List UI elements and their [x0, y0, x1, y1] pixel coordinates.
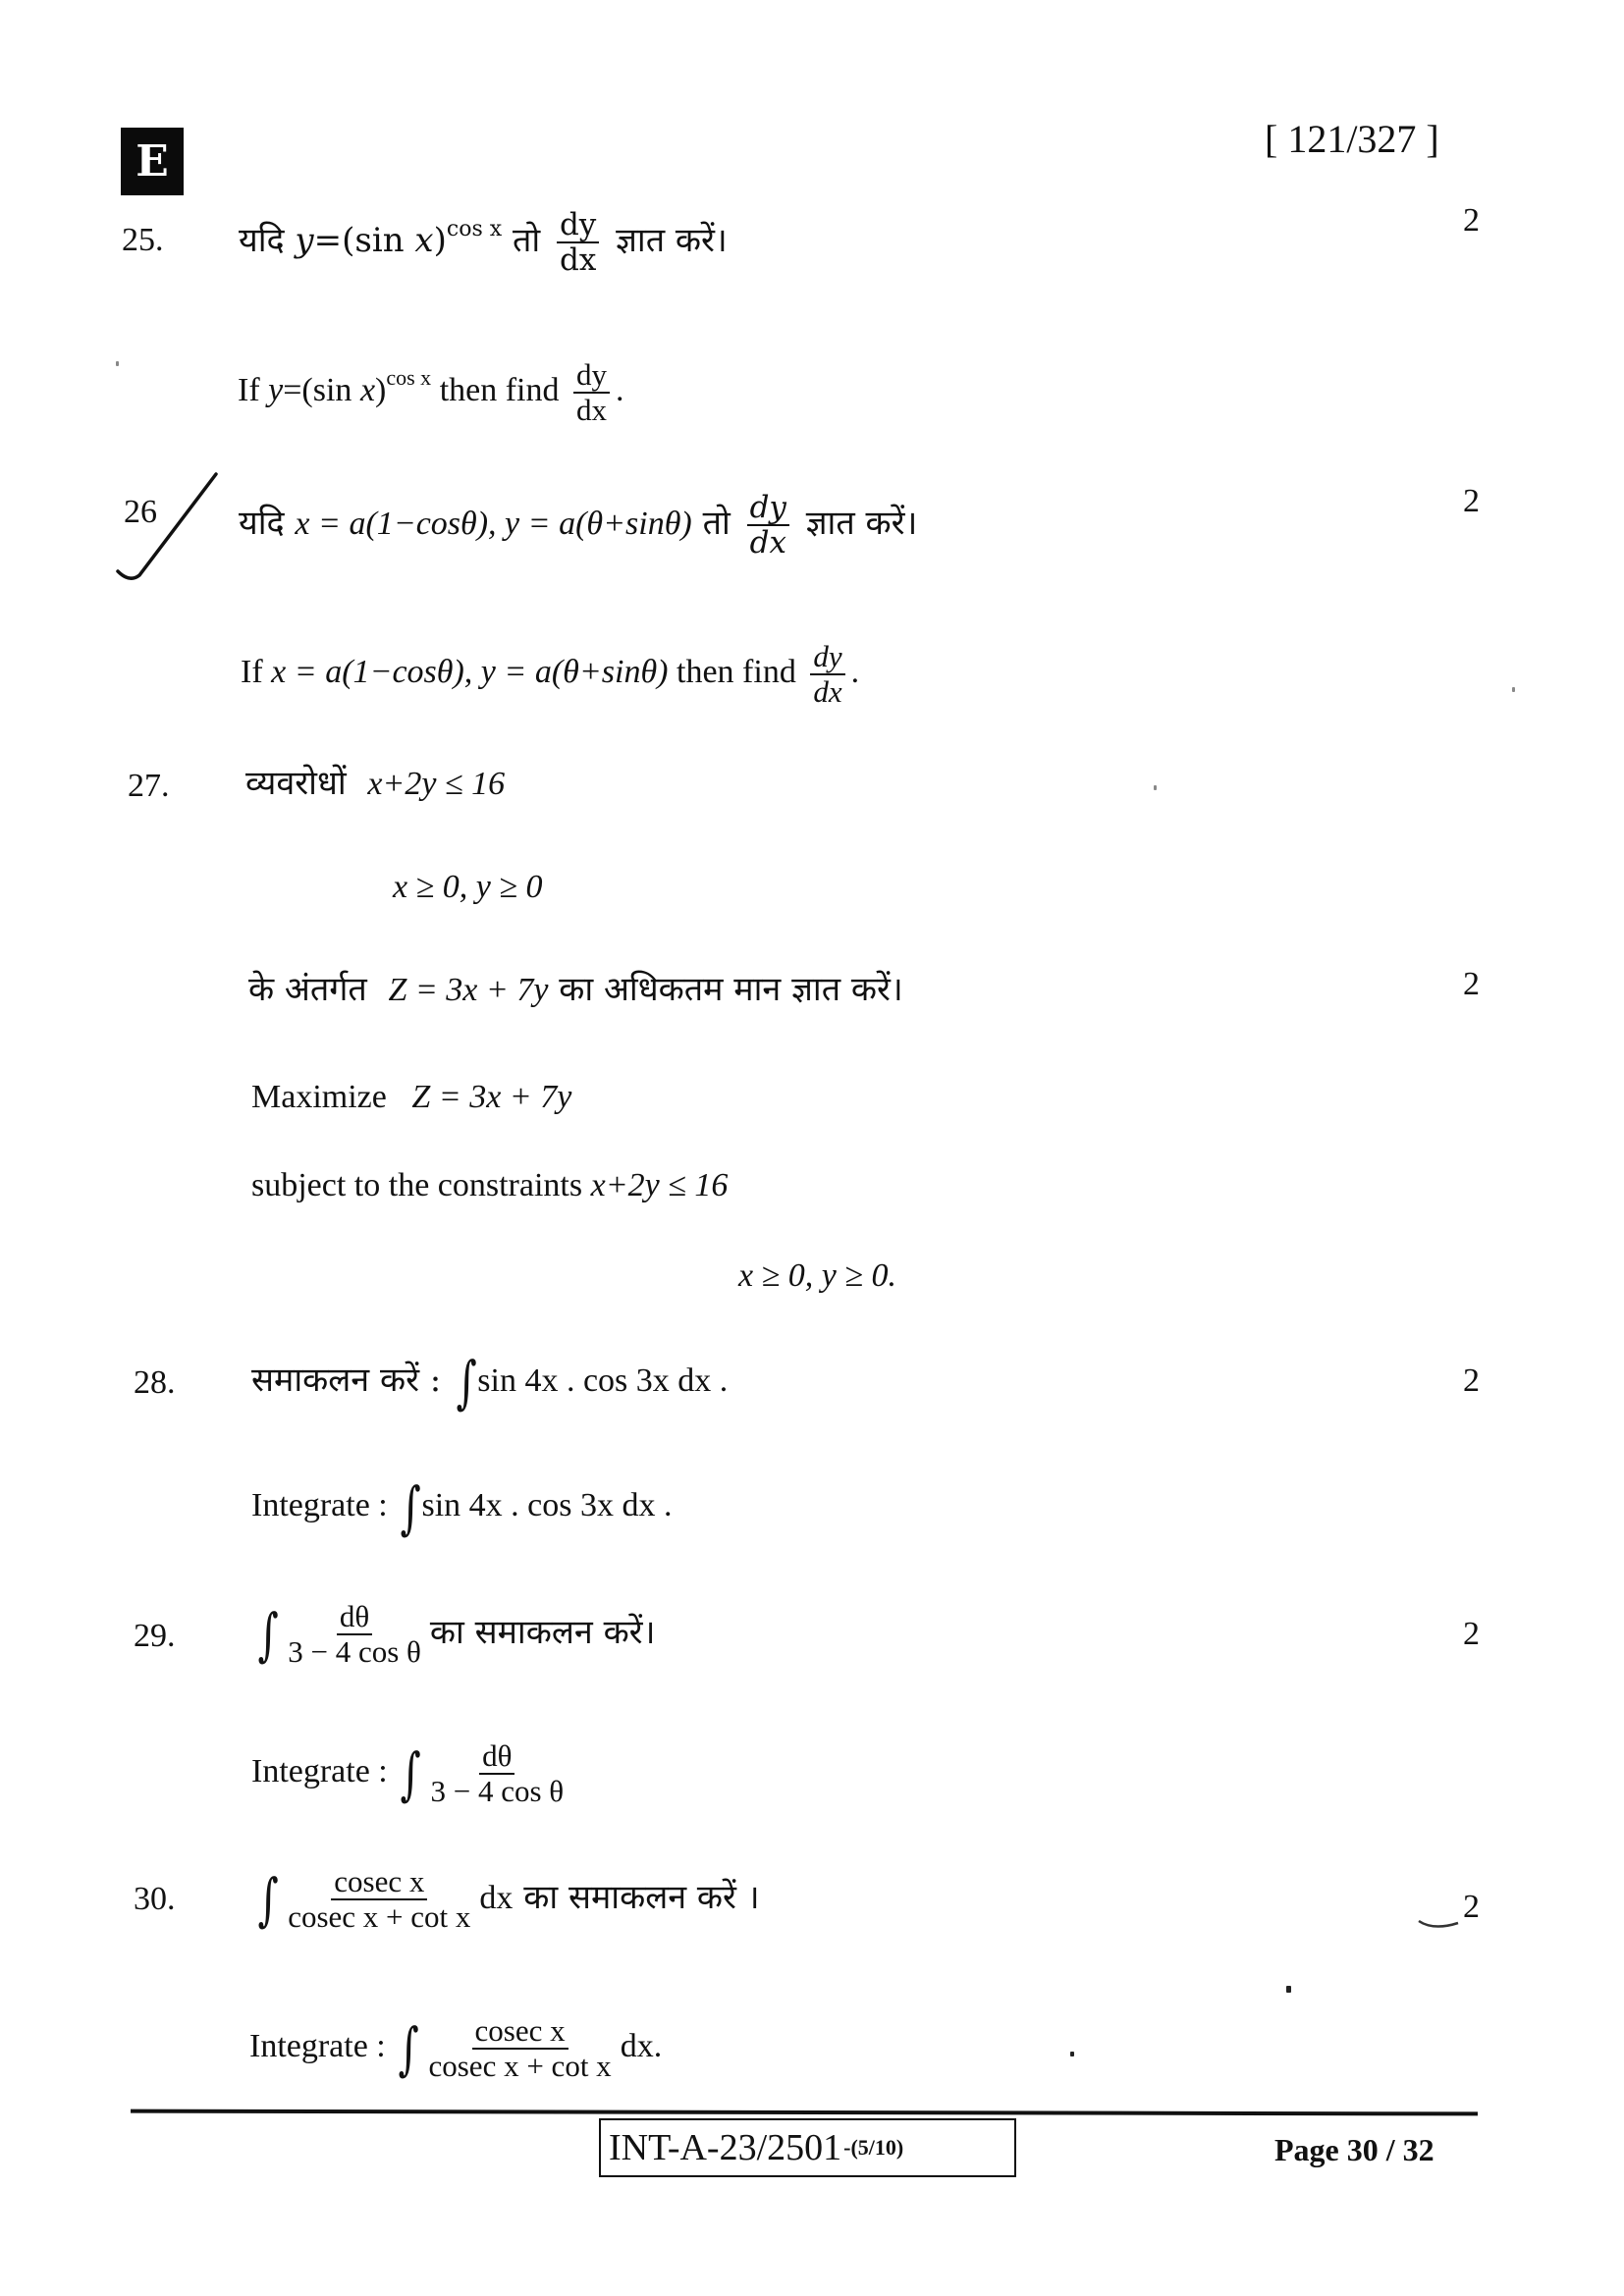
math-expr: Z = 3x + 7y: [388, 972, 549, 1008]
question-number: 28.: [134, 1364, 176, 1401]
fraction: [573, 358, 610, 427]
math-expr: sin 4x . cos 3x dx .: [421, 1487, 673, 1523]
constraint-line-english: [251, 1166, 728, 1205]
english-word: then find: [439, 371, 560, 408]
marks: 2: [1463, 966, 1480, 1002]
handwritten-check-mark-icon: [108, 469, 226, 587]
punctuation: .: [850, 653, 860, 690]
math-expr: x = a(1−cosθ), y = a(θ+sinθ): [295, 506, 692, 542]
math-var: x: [359, 371, 376, 408]
fraction-numerator: cosec x: [472, 2014, 568, 2050]
question-number: 27.: [128, 768, 170, 804]
math-expr: x = a(1−cosθ), y = a(θ+sinθ): [271, 653, 669, 690]
integral-sign-icon: ∫: [398, 2015, 419, 2082]
punctuation: .: [616, 371, 624, 408]
fraction: [425, 2014, 614, 2083]
math-expr: sin 4x . cos 3x dx .: [477, 1362, 729, 1399]
fraction: [557, 208, 599, 277]
marks: 2: [1463, 1616, 1480, 1652]
question-number: 26: [124, 494, 157, 530]
question-text-english: [251, 1739, 572, 1808]
english-word: Integrate :: [251, 1752, 388, 1789]
question-text-english: [249, 2014, 662, 2083]
integral-sign-icon: ∫: [257, 1601, 279, 1668]
set-code-label: E: [135, 136, 169, 187]
hindi-word: समाकलन करें :: [251, 1361, 442, 1400]
question-text-hindi: [239, 208, 728, 277]
punctuation: .: [653, 2027, 663, 2064]
fraction-numerator: dy: [557, 208, 599, 243]
hindi-word: का अधिकतम मान ज्ञात करें।: [559, 970, 903, 1009]
question-text-hindi: [253, 1600, 655, 1669]
question-number: 29.: [134, 1618, 176, 1654]
question-number: 25.: [122, 222, 164, 258]
scan-speck: [116, 361, 119, 366]
hindi-word: व्यवरोधों: [245, 764, 347, 803]
marks: 2: [1463, 1362, 1480, 1399]
nonnegativity-constraint: x ≥ 0, y ≥ 0.: [738, 1257, 897, 1294]
english-word: then find: [677, 653, 796, 690]
fraction-numerator: dθ: [337, 1600, 372, 1635]
hindi-word: तो: [512, 221, 541, 260]
scan-speck: [1512, 687, 1515, 692]
question-number: 30.: [134, 1881, 176, 1917]
hindi-word: यदि: [239, 504, 285, 543]
objective-line-english: [251, 1078, 571, 1117]
integral-sign-icon: ∫: [400, 1740, 421, 1807]
english-word: If: [238, 371, 260, 408]
math-expr: x+2y ≤ 16: [367, 766, 506, 802]
page-number: Page 30 / 32: [1274, 2132, 1435, 2167]
math-expr: =(sin: [283, 371, 352, 408]
math-expr: dx: [620, 2027, 654, 2064]
integral-sign-icon: ∫: [257, 1866, 279, 1933]
fraction-numerator: dy: [573, 358, 610, 394]
math-var: y: [268, 371, 284, 408]
math-superscript: cos x: [386, 364, 432, 390]
english-word: Integrate :: [251, 1487, 388, 1523]
integral-sign-icon: ∫: [400, 1474, 421, 1542]
hindi-word: ज्ञात करें।: [805, 504, 918, 543]
question-text-english: [251, 1474, 673, 1542]
scan-speck: [1070, 2052, 1074, 2056]
fraction-numerator: dy: [810, 640, 844, 675]
math-expr: =(sin: [313, 221, 405, 260]
marks: 2: [1463, 483, 1480, 519]
marks: 2: [1463, 1889, 1480, 1925]
fraction-denominator: 3 − 4 cos θ: [430, 1774, 565, 1808]
math-var: x: [414, 221, 434, 260]
question-text-hindi: [239, 491, 917, 560]
math-var: y: [295, 221, 314, 260]
fraction-denominator: 3 − 4 cos θ: [288, 1634, 421, 1669]
math-expr: x+2y ≤ 16: [590, 1167, 729, 1203]
fraction-numerator: dy: [747, 491, 789, 526]
nonnegativity-constraint: x ≥ 0, y ≥ 0: [393, 869, 543, 905]
fraction-denominator: cosec x + cot x: [288, 1899, 471, 1934]
objective-line-hindi: [248, 970, 903, 1010]
marks: 2: [1463, 202, 1480, 239]
math-superscript: cos x: [446, 217, 503, 241]
question-text-english: [238, 358, 624, 427]
paper-code-suffix: -(5/10): [843, 2135, 904, 2160]
english-word: Maximize: [251, 1079, 387, 1115]
hindi-word: ज्ञात करें।: [616, 221, 728, 260]
fraction-denominator: dx: [559, 242, 597, 278]
math-expr: dx: [479, 1880, 514, 1916]
set-code-badge: [121, 128, 184, 195]
question-text-hindi: [251, 1349, 729, 1415]
fraction-numerator: dθ: [479, 1739, 514, 1775]
fraction: [285, 1865, 473, 1934]
paper-code: [ 121/327 ]: [1265, 117, 1439, 161]
fraction-denominator: dx: [813, 674, 842, 709]
scan-speck: [1286, 1986, 1291, 1993]
footer-rule: [131, 2109, 1478, 2116]
paper-code-text: INT-A-23/2501: [609, 2127, 842, 2168]
math-expr: ): [433, 221, 447, 260]
english-word: subject to the constraints: [251, 1167, 583, 1203]
math-expr: Z = 3x + 7y: [411, 1079, 572, 1115]
fraction-denominator: dx: [749, 525, 786, 561]
handwritten-scribble-icon: [1414, 1909, 1483, 1939]
constraint-line-hindi: [245, 764, 505, 804]
question-text-hindi: [253, 1865, 760, 1934]
fraction: [747, 491, 789, 560]
fraction: [285, 1600, 424, 1669]
hindi-word: के अंतर्गत: [248, 970, 367, 1009]
scan-speck: [1154, 785, 1157, 790]
english-word: If: [241, 653, 263, 690]
fraction: [810, 640, 844, 709]
hindi-word: का समाकलन करें ।: [523, 1878, 760, 1917]
math-expr: ): [375, 371, 387, 408]
integral-sign-icon: ∫: [456, 1349, 477, 1415]
hindi-word: यदि: [239, 221, 285, 260]
fraction-denominator: cosec x + cot x: [428, 2049, 612, 2083]
paper-code-box: [599, 2118, 1016, 2177]
question-text-english: [241, 640, 859, 709]
hindi-word: तो: [702, 504, 731, 543]
fraction-denominator: dx: [576, 393, 607, 427]
fraction: [427, 1739, 567, 1808]
fraction-numerator: cosec x: [331, 1865, 427, 1900]
hindi-word: का समाकलन करें।: [429, 1613, 656, 1652]
english-word: Integrate :: [249, 2027, 386, 2064]
